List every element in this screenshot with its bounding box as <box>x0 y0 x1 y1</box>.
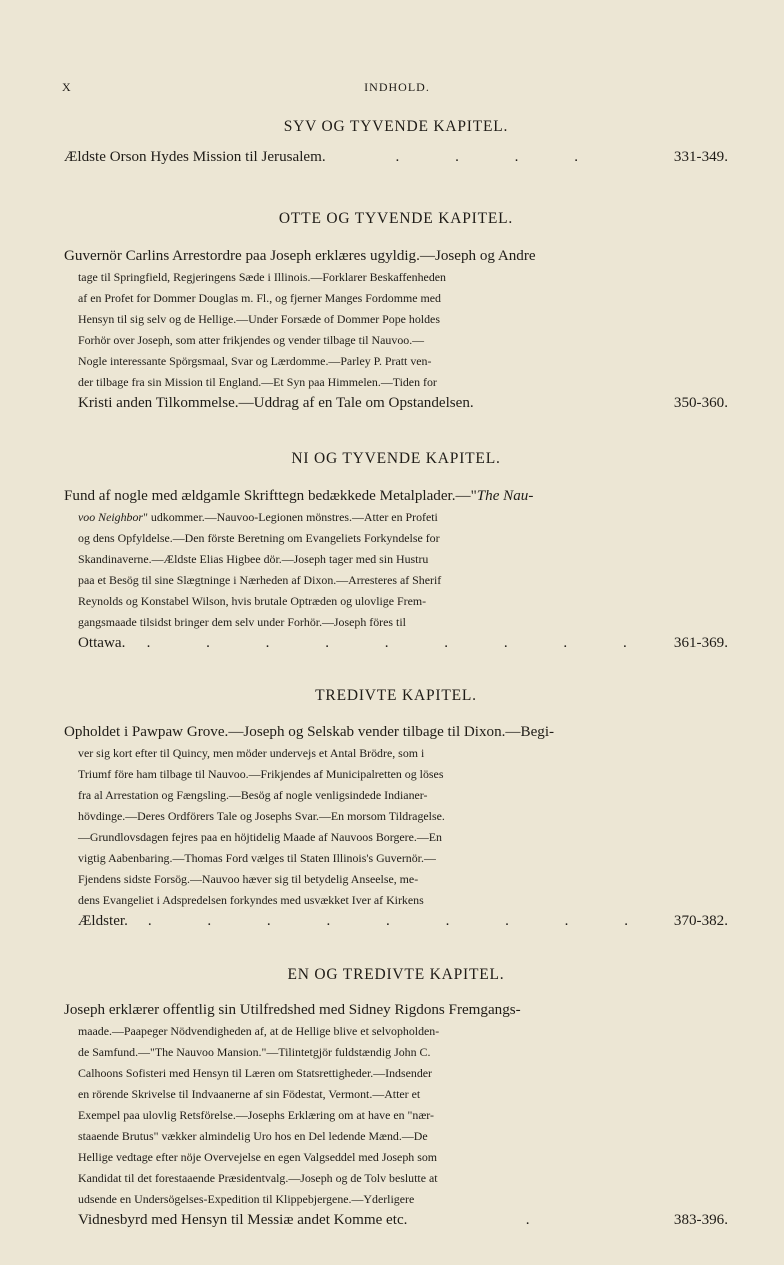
chapter-summary <box>64 486 728 654</box>
summary-line: dens Evangeliet i Adspredelsen forkyndes med usvækket Iver af Kirkens <box>78 893 424 907</box>
page-range: 361-369. <box>673 635 728 651</box>
summary-line: Triumf före ham tilbage til Nauvoo.—Frikjendes af Municipalretten og löses <box>78 767 444 781</box>
leader-dots: . . . . . . . . . <box>147 913 654 929</box>
summary-line: hövdinge.—Deres Ordförers Tale og Josephs Svar.—En morsom Tildragelse. <box>78 809 445 823</box>
summary-line: der tilbage fra sin Mission til England.—Et Syn paa Himmelen.—Tiden for <box>78 375 437 389</box>
summary-text: Vidnesbyrd med Hensyn til Messiæ andet Komme etc. <box>78 1212 408 1228</box>
summary-line: Exempel paa ulovlig Retsförelse.—Josephs Erklæring om at have en "nær- <box>78 1108 434 1122</box>
chapter-heading: OTTE OG TYVENDE KAPITEL. <box>278 210 514 227</box>
summary-last-line <box>64 911 728 932</box>
page-range: 370-382. <box>673 913 728 929</box>
summary-line: voo Neighbor" udkommer.—Nauvoo-Legionen mönstres.—Atter en Profeti <box>78 510 438 524</box>
leader-dots: . <box>525 1212 556 1228</box>
summary-line: staaende Brutus" vækker almindelig Uro hos en Del ledende Mænd.—De <box>78 1129 428 1143</box>
summary-line: Forhör over Joseph, som atter frikjendes og vender tilbage til Nauvoo.— <box>78 333 425 347</box>
summary-line: Hensyn til sig selv og de Hellige.—Under Forsæde of Dommer Pope holdes <box>78 312 440 326</box>
summary-line: en rörende Skrivelse til Indvaanerne af sin Födestat, Vermont.—Atter et <box>78 1087 421 1101</box>
summary-line: paa et Besög til sine Slægtninge i Nærheden af Dixon.—Arresteres af Sherif <box>78 573 442 587</box>
summary-text: Ældster. <box>78 913 128 929</box>
summary-line: vigtig Aabenbaring.—Thomas Ford vælges til Staten Illinois's Guvernör.— <box>78 851 436 865</box>
summary-line: —Grundlovsdagen fejres paa en höjtidelig Maade af Nauvoos Borgere.—En <box>78 830 442 844</box>
chapter-heading: NI OG TYVENDE KAPITEL. <box>291 450 501 467</box>
chapter-heading: SYV OG TYVENDE KAPITEL. <box>283 118 509 135</box>
summary-line: Fund af nogle med ældgamle Skrifttegn bedækkede Metalplader.—"The Nau- <box>64 488 534 504</box>
page-range: 350-360. <box>673 395 728 411</box>
chapter-summary <box>64 722 728 932</box>
summary-last-line <box>64 147 728 168</box>
summary-line: tage til Springfield, Regjeringens Sæde i Illinois.—Forklarer Beskaffenheden <box>78 270 446 284</box>
chapter-heading: EN OG TREDIVTE KAPITEL. <box>287 966 505 983</box>
summary-line: Joseph erklærer offentlig sin Utilfredshed med Sidney Rigdons Fremgangs- <box>64 1002 521 1018</box>
summary-line: Reynolds og Konstabel Wilson, hvis brutale Optræden og ulovlige Frem- <box>78 594 427 608</box>
summary-text: Ottawa. <box>78 635 126 651</box>
page-number: X <box>62 80 72 94</box>
summary-line: maade.—Paapeger Nödvendigheden af, at de Hellige blive et selvopholden- <box>78 1024 440 1038</box>
summary-line: udsende en Undersögelses-Expedition til Klippebjergene.—Yderligere <box>78 1192 415 1206</box>
summary-line: de Samfund.—"The Nauvoo Mansion."—Tilintetgjör fuldstændig John C. <box>78 1045 431 1059</box>
page-range: 331-349. <box>673 149 728 165</box>
leader-dots: . . . . . . . . . <box>146 635 653 651</box>
chapter-summary <box>64 246 728 414</box>
summary-text: Ældste Orson Hydes Mission til Jerusalem. <box>64 149 326 165</box>
summary-line: Hellige vedtage efter nöje Overvejelse en egen Valgseddel med Joseph som <box>78 1150 438 1164</box>
leader-dots: . . . . <box>395 149 604 165</box>
summary-line: gangsmaade tilsidst bringer dem selv under Forhör.—Joseph föres til <box>78 615 406 629</box>
summary-line: Nogle interessante Spörgsmaal, Svar og Lærdomme.—Parley P. Pratt ven- <box>78 354 432 368</box>
running-title: INDHOLD. <box>364 80 430 94</box>
page-range: 383-396. <box>673 1212 728 1228</box>
summary-line: fra al Arrestation og Fængsling.—Besög af nogle venligsindede Indianer- <box>78 788 428 802</box>
summary-last-line <box>64 633 728 654</box>
chapter-heading: TREDIVTE KAPITEL. <box>315 687 477 704</box>
summary-last-line <box>64 393 728 414</box>
summary-line: Opholdet i Pawpaw Grove.—Joseph og Selskab vender tilbage til Dixon.—Begi- <box>64 724 555 740</box>
summary-last-line <box>64 1210 728 1231</box>
chapter-summary <box>64 1000 728 1231</box>
summary-line: af en Profet for Dommer Douglas m. Fl., og fjerner Manges Fordomme med <box>78 291 441 305</box>
summary-line: Fjendens sidste Forsög.—Nauvoo hæver sig til betydelig Anseelse, me- <box>78 872 419 886</box>
summary-line: Calhoons Sofisteri med Hensyn til Læren om Statsrettigheder.—Indsender <box>78 1066 433 1080</box>
summary-line: Guvernör Carlins Arrestordre paa Joseph erklæres ugyldig.—Joseph og Andre <box>64 248 536 264</box>
summary-text: Kristi anden Tilkommelse.—Uddrag af en Tale om Opstandelsen. <box>78 395 474 411</box>
summary-line: og dens Opfyldelse.—Den förste Beretning om Evangeliets Forkyndelse for <box>78 531 440 545</box>
summary-line: ver sig kort efter til Quincy, men möder undervejs et Antal Brödre, som i <box>78 746 425 760</box>
summary-line: Skandinaverne.—Ældste Elias Higbee dör.—Joseph tager med sin Hustru <box>78 552 429 566</box>
summary-line: Kandidat til det forestaaende Præsidentvalg.—Joseph og de Tolv beslutte at <box>78 1171 438 1185</box>
chapter-summary <box>64 147 728 168</box>
